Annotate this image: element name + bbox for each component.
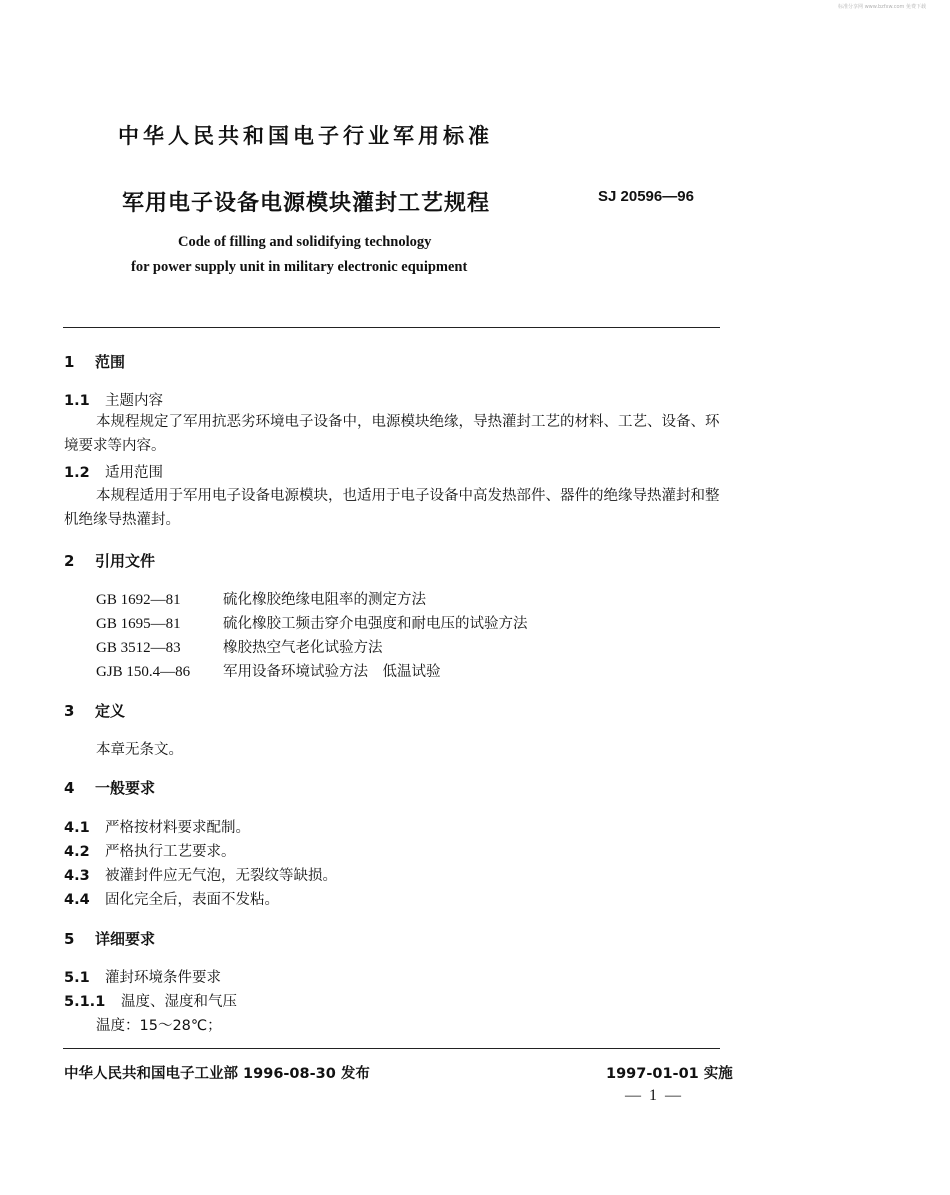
section-number: 5.1.1 bbox=[64, 994, 106, 1010]
section-title: 主题内容 bbox=[105, 393, 163, 409]
reference-row bbox=[96, 660, 441, 681]
section-number: 2 bbox=[64, 552, 75, 570]
item-text: 固化完全后，表面不发粘。 bbox=[105, 892, 279, 908]
section-2-heading bbox=[64, 550, 155, 571]
section-number: 3 bbox=[64, 702, 75, 720]
section-title: 详细要求 bbox=[95, 930, 156, 948]
reference-title: 军用设备环境试验方法 低温试验 bbox=[223, 664, 441, 680]
section-number: 1.2 bbox=[64, 465, 90, 481]
reference-row bbox=[96, 588, 426, 609]
effective-date: 1997-01-01 实施 bbox=[606, 1066, 733, 1082]
section-title: 温度、湿度和气压 bbox=[121, 994, 237, 1010]
section-1-heading bbox=[64, 351, 125, 372]
section-3-heading bbox=[64, 700, 125, 721]
item-number: 4.4 bbox=[64, 892, 90, 908]
section-title: 引用文件 bbox=[95, 552, 156, 570]
reference-title: 硫化橡胶工频击穿介电强度和耐电压的试验方法 bbox=[223, 616, 528, 632]
list-item bbox=[64, 840, 236, 861]
standard-title: 中华人民共和国电子行业军用标准 bbox=[118, 124, 493, 148]
section-5-heading bbox=[64, 928, 155, 949]
document-title: 军用电子设备电源模块灌封工艺规程 bbox=[122, 191, 491, 216]
section-title: 适用范围 bbox=[105, 465, 163, 481]
section-number: 5 bbox=[64, 930, 75, 948]
section-1-1-text: 本规程规定了军用抗恶劣环境电子设备中，电源模块绝缘，导热灌封工艺的材料、工艺、设备、环境要求等内容。 bbox=[64, 414, 720, 454]
list-item bbox=[64, 888, 279, 909]
watermark: 标准分享网 www.bzfxw.com 免费下载 bbox=[838, 4, 926, 10]
reference-title: 硫化橡胶绝缘电阻率的测定方法 bbox=[223, 592, 426, 608]
section-1-1-heading bbox=[64, 389, 163, 410]
list-item bbox=[64, 864, 337, 885]
issuer-line: 中华人民共和国电子工业部 1996-08-30 发布 bbox=[64, 1066, 370, 1082]
section-number: 1 bbox=[64, 353, 75, 371]
section-1-2-heading bbox=[64, 461, 163, 482]
document-code: SJ 20596—96 bbox=[598, 188, 694, 205]
english-title-line2: for power supply unit in military electronic equipment bbox=[131, 259, 468, 275]
section-title: 一般要求 bbox=[95, 779, 156, 797]
item-text: 严格按材料要求配制。 bbox=[105, 820, 250, 836]
reference-code: GB 1695—81 bbox=[96, 616, 181, 632]
item-text: 严格执行工艺要求。 bbox=[105, 844, 236, 860]
section-number: 1.1 bbox=[64, 393, 90, 409]
item-text: 被灌封件应无气泡，无裂纹等缺损。 bbox=[105, 868, 337, 884]
section-3-text: 本章无条文。 bbox=[96, 742, 183, 758]
reference-row bbox=[96, 636, 383, 657]
reference-title: 橡胶热空气老化试验方法 bbox=[223, 640, 383, 656]
reference-code: GJB 150.4—86 bbox=[96, 664, 191, 680]
section-title: 定义 bbox=[95, 702, 126, 720]
section-title: 范围 bbox=[95, 353, 126, 371]
section-4-heading bbox=[64, 777, 155, 798]
section-1-2-text: 本规程适用于军用电子设备电源模块，也适用于电子设备中高发热部件、器件的绝缘导热灌封和整机绝缘导热灌封。 bbox=[64, 488, 720, 528]
list-item bbox=[64, 816, 250, 837]
item-number: 4.1 bbox=[64, 820, 90, 836]
section-number: 5.1 bbox=[64, 970, 90, 986]
footer-rule bbox=[63, 1048, 720, 1049]
section-5-1-heading bbox=[64, 966, 221, 987]
reference-code: GB 3512—83 bbox=[96, 640, 181, 656]
section-title: 灌封环境条件要求 bbox=[105, 970, 221, 986]
page-number: — 1 — bbox=[625, 1087, 683, 1104]
english-title-line1: Code of filling and solidifying technology bbox=[178, 234, 432, 250]
section-number: 4 bbox=[64, 779, 75, 797]
item-number: 4.3 bbox=[64, 868, 90, 884]
reference-code: GB 1692—81 bbox=[96, 592, 181, 608]
item-number: 4.2 bbox=[64, 844, 90, 860]
section-5-1-1-text: 温度：15～28℃； bbox=[96, 1018, 222, 1034]
header-rule bbox=[63, 327, 720, 328]
reference-row bbox=[96, 612, 528, 633]
section-5-1-1-heading bbox=[64, 990, 237, 1011]
